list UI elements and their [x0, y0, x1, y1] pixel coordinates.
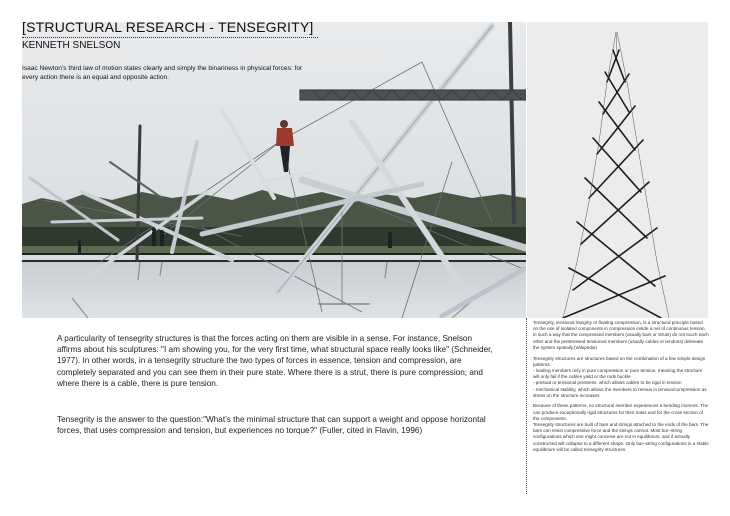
needle-tower-photo	[527, 22, 708, 318]
sidebar-paragraph-2: Tensegrity structures are structures based on the combination of a few simple design patterns: - loading members only in pure compression or pure tension, meaning the structure will only fail if the cables yield or the rods buckle - preload or tensional prestress, which allows cables to be rigid in tension - mechanical stability, which allows the members to remain in tension/compression as stress on the structure increases	[533, 355, 707, 398]
sidebar-notes	[533, 320, 709, 458]
sidebar-paragraph-1: Tensegrity, tensional integrity or floating compression, is a structural principle based on the use of isolated components in compression inside a net of continuous tension, in such a way that the compressed members (usually bars or struts) do not touch each other and the prestressed tensioned members (usually cables or tendons) delineate the system spatially.(Wikipedia)	[533, 320, 709, 350]
sidebar-paragraph-3: Because of these patterns, no structural member experiences a bending moment. The can produce exceptionally rigid structures for their mass and for the cross section of the components. Tensegrity structures are built of bars and strings attached to the ends of the bars. The bars can resist compressive force and the strings cannot. Most bar–string configurations which one might conceive are not in equilibrium, and if actually constructed will collapse to a different shape. Only bar–string configurations in a stable equilibrium will be called tensegrity structures.	[533, 403, 709, 452]
page-title: [STRUCTURAL RESEARCH - TENSEGRITY]	[22, 19, 314, 35]
page-subtitle: KENNETH SNELSON	[22, 40, 121, 51]
intro-text: Isaac Newton’s third law of motion states clearly and simply the binariness in physical forces: for every action there is an equal and opposite action.	[22, 65, 303, 81]
needle-tower-graphic	[527, 22, 708, 318]
title-divider	[22, 37, 318, 38]
body-paragraph-1: A particularity of tensegrity structures is that the forces acting on them are visible in a sense. For instance, Snelson affirms about his sculptures: "I am showing you, for the very first time, what structural space really looks like" (Schneider, 1977). In other words, in a tensegrity structure the two types of forces in essence, tension and compression, are completely separated and you can see them in their pure state. Where there is a strut, there is pure compression; and where there is a cable, there is pure tension.	[57, 334, 493, 388]
sidebar-divider	[526, 318, 527, 494]
body-paragraph-2: Tensegrity is the answer to the question:"What’s the minimal structure that can support a weight and oppose horizontal forces, that uses compression and tension, but experiences no torque?" (Fuller, cited in Flavin, 1996)	[57, 415, 486, 436]
